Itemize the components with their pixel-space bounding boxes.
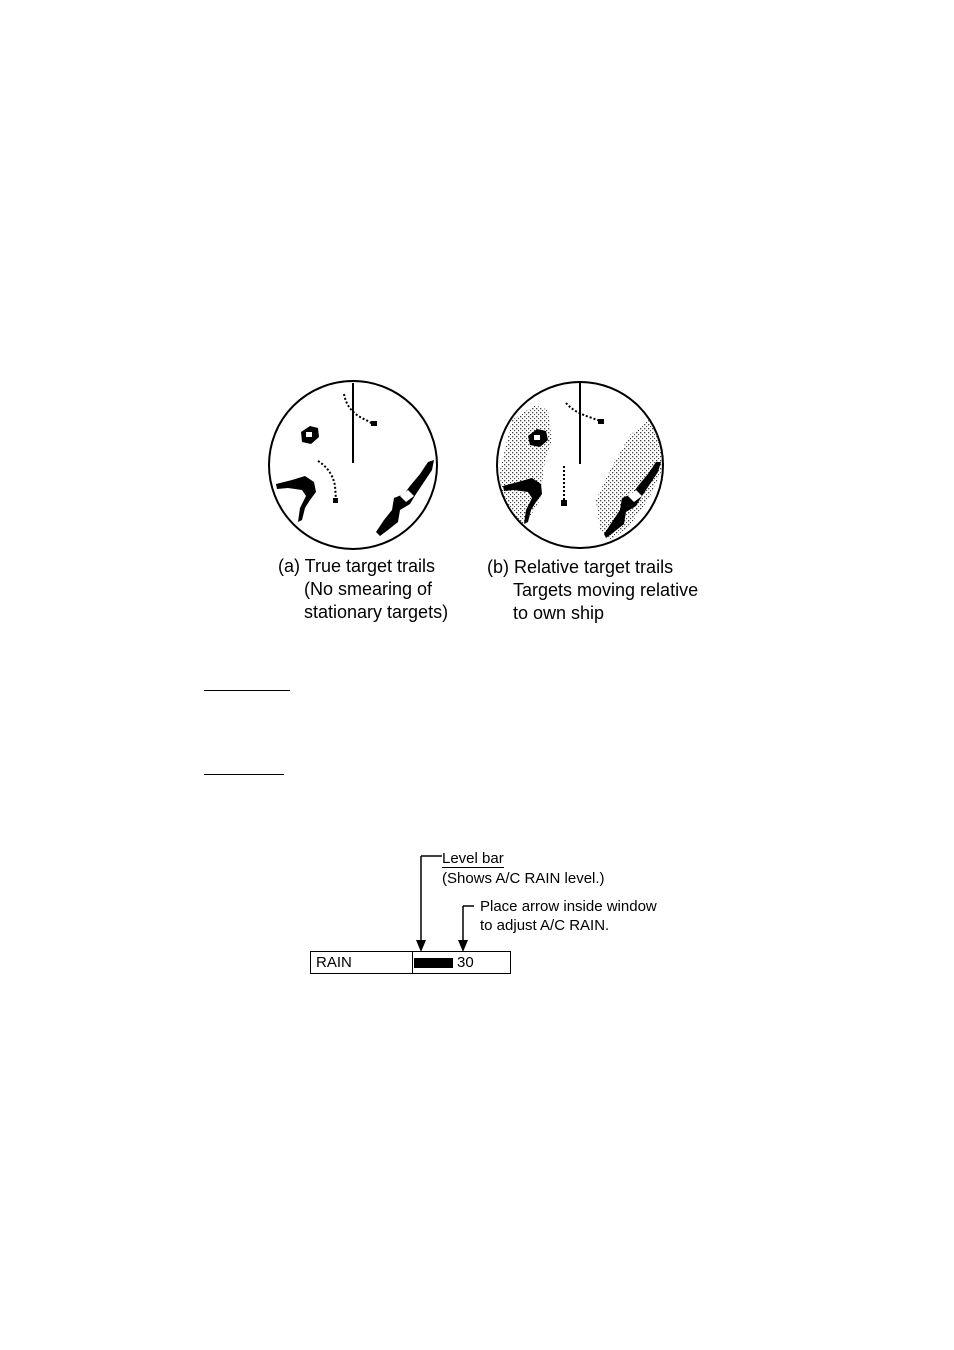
rain-divider — [412, 952, 413, 973]
caption-b-line-3: to own ship — [513, 603, 605, 623]
arrow-callout-line-1: Place arrow inside window — [480, 898, 657, 915]
radar-scope-true-trails — [269, 381, 437, 549]
caption-b-line-1: (b) Relative target trails — [487, 557, 674, 577]
heading-underline-1 — [204, 690, 290, 691]
radar-scope-relative-trails — [497, 382, 663, 548]
caption-b-line-2: Targets moving relative — [513, 580, 699, 600]
level-bar-callout-title: Level bar — [442, 850, 504, 867]
heading-underline-2 — [204, 774, 284, 775]
caption-a-line-3: stationary targets) — [304, 602, 449, 622]
caption-a-line-1: (a) True target trails — [278, 556, 436, 576]
rain-value: 30 — [457, 954, 474, 971]
level-bar-callout-note: (Shows A/C RAIN level.) — [442, 870, 605, 887]
caption-a-line-2: (No smearing of — [304, 579, 433, 599]
rain-control-box[interactable] — [310, 951, 511, 974]
rain-level-bar[interactable] — [414, 958, 453, 968]
rain-label: RAIN — [316, 954, 352, 971]
arrow-callout-line-2: to adjust A/C RAIN. — [480, 917, 610, 934]
